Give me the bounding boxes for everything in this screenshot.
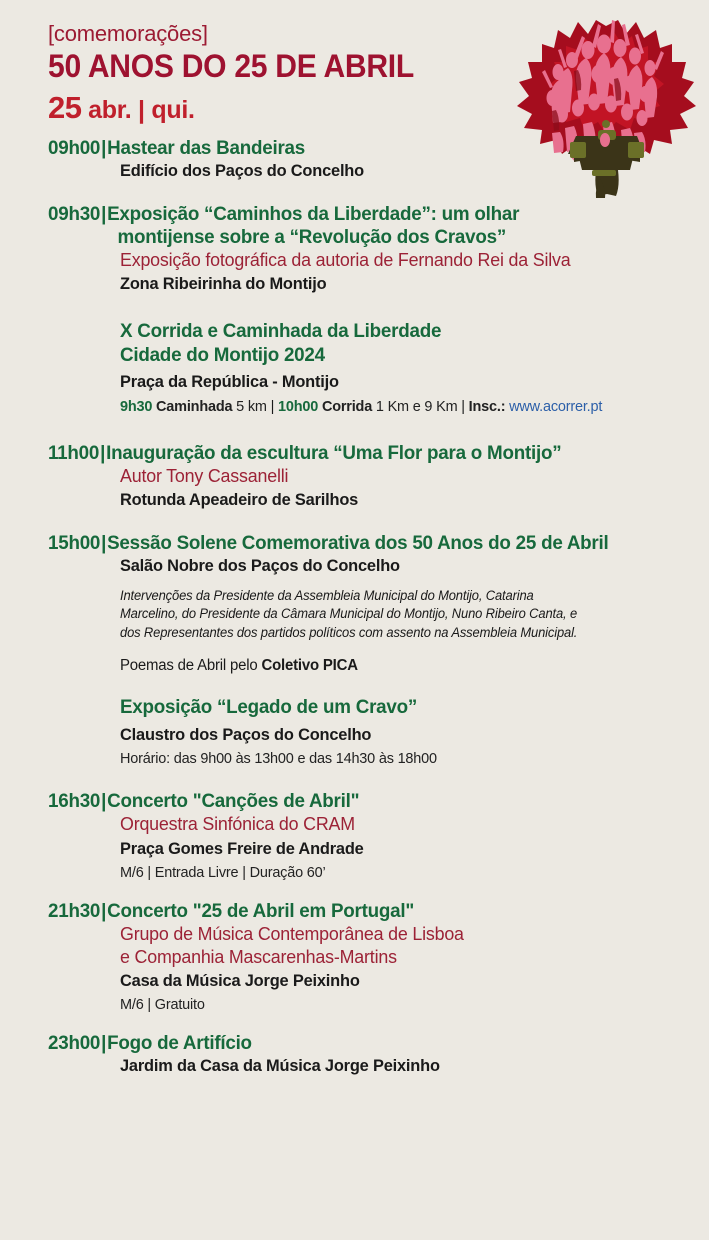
event-separator: |: [100, 442, 106, 464]
event-subblock: [48, 249, 695, 294]
event-item-1100: [0, 442, 703, 510]
event-venue: Praça da República - Montijo: [120, 372, 339, 392]
event-description-line-2: Marcelino, do Presidente da Câmara Municipal do Montijo, Nuno Ribeiro Canta, e: [120, 606, 578, 622]
date-line: [48, 89, 709, 125]
event-time: 16h30: [48, 790, 101, 813]
spacer: [0, 882, 703, 900]
event-item-0930: [0, 203, 703, 294]
event-time: 15h00: [48, 532, 101, 555]
event-schedule-note: Horário: das 9h00 às 13h00 e das 14h30 às 18h00: [120, 749, 437, 767]
spacer: [0, 416, 703, 442]
event-title-continued: Cidade do Montijo 2024: [120, 343, 325, 366]
event-subblock: [48, 555, 695, 676]
event-description-line-1: Intervenções da Presidente da Assembleia Municipal do Montijo, Catarina: [120, 587, 534, 603]
date-day: 25: [48, 89, 82, 125]
event-item-2300: [0, 1032, 703, 1076]
event-heading: [48, 137, 672, 160]
event-author-line-1: Grupo de Música Contemporânea de Lisboa: [120, 923, 464, 945]
event-title: Hastear das Bandeiras: [107, 136, 305, 159]
event-title: Concerto "25 de Abril em Portugal": [107, 900, 415, 923]
poem-collective: Coletivo PICA: [261, 657, 358, 675]
event-info-line: [120, 397, 675, 417]
event-subblock: [48, 696, 695, 768]
event-title: Inauguração da escultura “Uma Flor para o Montijo”: [106, 442, 562, 464]
event-item-1630: [0, 790, 703, 882]
date-weekday: abr. | qui.: [81, 95, 195, 124]
event-title: Exposição “Legado de um Cravo”: [120, 696, 418, 719]
poem-prefix: Poemas de Abril pelo: [120, 657, 262, 675]
registration-label: Insc.:: [468, 397, 506, 415]
event-time: 11h00: [48, 442, 100, 464]
event-time: 23h00: [48, 1032, 101, 1055]
event-subblock: [48, 465, 695, 510]
page-title: 50 ANOS DO 25 DE ABRIL: [48, 48, 414, 85]
event-poem-line: [120, 656, 675, 676]
event-title: Sessão Solene Comemorativa dos 50 Anos do 25 de Abril: [107, 532, 609, 555]
event-heading: [48, 203, 672, 249]
event-author: Exposição fotográfica da autoria de Fernando Rei da Silva: [120, 249, 571, 271]
event-author: Orquestra Sinfónica do CRAM: [120, 813, 355, 835]
event-author: Autor Tony Cassanelli: [120, 465, 289, 486]
event-item-2130: [0, 900, 703, 1014]
event-admission-note: M/6 | Entrada Livre | Duração 60’: [120, 863, 326, 881]
event-venue: Casa da Música Jorge Peixinho: [120, 970, 360, 990]
spacer: [0, 676, 703, 696]
event-heading: [48, 900, 672, 923]
event-subblock: [48, 1055, 695, 1076]
event-subblock: [48, 923, 695, 1014]
event-venue: Rotunda Apeadeiro de Sarilhos: [120, 490, 359, 510]
event-subblock: [48, 813, 695, 882]
event-heading: [48, 1032, 672, 1055]
event-item-corrida: [0, 320, 703, 416]
corrida-label-1: Caminhada: [156, 397, 233, 415]
event-venue: Claustro dos Paços do Concelho: [120, 724, 372, 744]
event-venue: Zona Ribeirinha do Montijo: [120, 274, 327, 294]
event-subblock: [48, 160, 695, 181]
event-separator: |: [101, 532, 107, 555]
event-item-1500: [0, 532, 703, 676]
event-venue: Salão Nobre dos Paços do Concelho: [120, 556, 400, 576]
event-venue: Jardim da Casa da Música Jorge Peixinho: [120, 1056, 440, 1076]
poster-header: [0, 0, 709, 123]
corrida-distance-1: 5 km: [236, 397, 267, 415]
event-subblock: [48, 320, 695, 416]
event-separator: |: [101, 790, 107, 813]
event-separator: |: [101, 136, 107, 159]
event-time: 09h00: [48, 136, 101, 159]
event-item-0900: [0, 137, 703, 181]
kicker-label: [comemorações]: [48, 21, 208, 46]
events-list: [0, 137, 709, 1077]
divider-bar: |: [461, 397, 465, 415]
corrida-distance-2: 1 Km e 9 Km: [375, 397, 458, 415]
event-separator: |: [101, 203, 107, 226]
corrida-label-2: Corrida: [321, 397, 373, 415]
spacer: [0, 181, 703, 203]
event-title: X Corrida e Caminhada da Liberdade: [120, 320, 442, 343]
event-description-line-3: dos Representantes dos partidos políticos com assento na Assembleia Municipal.: [120, 624, 578, 640]
event-time: 09h30: [48, 203, 101, 226]
event-title-continued: montijense sobre a “Revolução dos Cravos”: [117, 226, 507, 249]
spacer: [0, 510, 703, 532]
event-time: 21h30: [48, 900, 101, 923]
spacer: [0, 768, 703, 790]
event-heading: [48, 532, 672, 555]
event-separator: |: [101, 900, 107, 923]
spacer: [0, 1014, 703, 1032]
event-title: Fogo de Artifício: [107, 1032, 252, 1055]
corrida-time-2: 10h00: [278, 397, 319, 415]
registration-link[interactable]: www.acorrer.pt: [509, 397, 603, 415]
divider-bar: |: [270, 397, 275, 415]
corrida-time-1: 9h30: [120, 397, 153, 415]
event-title: Exposição “Caminhos da Liberdade”: um olhar: [107, 203, 520, 226]
event-venue: Praça Gomes Freire de Andrade: [120, 838, 364, 858]
event-heading: [48, 442, 672, 465]
event-admission-note: M/6 | Gratuito: [120, 995, 205, 1013]
event-title: Concerto "Canções de Abril": [107, 790, 360, 813]
event-author-line-2: e Companhia Mascarenhas-Martins: [120, 945, 397, 967]
event-venue: Edifício dos Paços do Concelho: [120, 160, 364, 180]
event-separator: |: [101, 1032, 107, 1055]
event-heading: [48, 790, 672, 813]
event-item-legado: [0, 696, 703, 768]
spacer: [0, 294, 703, 320]
